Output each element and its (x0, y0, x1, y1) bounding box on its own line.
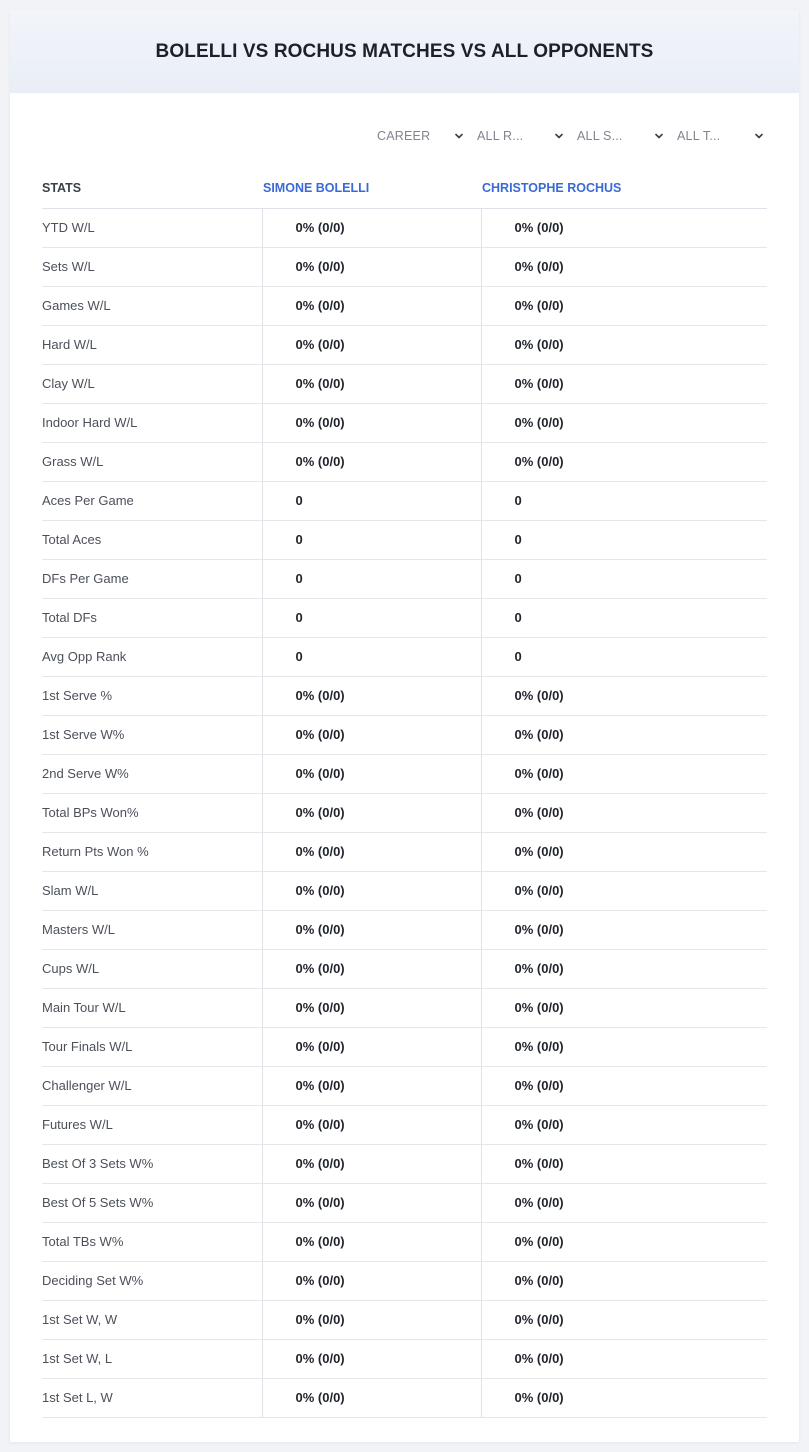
table-row (42, 1339, 767, 1378)
player1-stat-value: 0% (0/0) (262, 871, 481, 910)
table-row (42, 442, 767, 481)
table-row (42, 871, 767, 910)
column-header-stats: STATS (42, 168, 262, 208)
stat-name: Aces Per Game (42, 481, 262, 520)
stat-name: Clay W/L (42, 364, 262, 403)
table-row (42, 715, 767, 754)
table-row (42, 754, 767, 793)
stat-name: 1st Serve W% (42, 715, 262, 754)
table-row (42, 481, 767, 520)
table-row (42, 286, 767, 325)
player2-stat-value: 0 (481, 520, 767, 559)
table-row (42, 1066, 767, 1105)
stat-name: 1st Set W, W (42, 1300, 262, 1339)
filter-surface-select[interactable] (567, 125, 667, 147)
stat-name: Total BPs Won% (42, 793, 262, 832)
stat-name: Challenger W/L (42, 1066, 262, 1105)
player2-stat-value: 0% (0/0) (481, 1378, 767, 1417)
player1-stat-value: 0% (0/0) (262, 988, 481, 1027)
player1-stat-value: 0% (0/0) (262, 1027, 481, 1066)
player2-stat-value: 0% (0/0) (481, 442, 767, 481)
player2-stat-value: 0% (0/0) (481, 910, 767, 949)
stat-name: Total DFs (42, 598, 262, 637)
player2-stat-value: 0% (0/0) (481, 1105, 767, 1144)
stat-name: Masters W/L (42, 910, 262, 949)
player1-stat-value: 0% (0/0) (262, 754, 481, 793)
player2-stat-value: 0% (0/0) (481, 676, 767, 715)
table-row (42, 403, 767, 442)
column-header-player1[interactable]: SIMONE BOLELLI (262, 168, 481, 208)
stats-card (10, 10, 799, 1442)
player1-stat-value: 0% (0/0) (262, 1339, 481, 1378)
page-title: BOLELLI VS ROCHUS MATCHES VS ALL OPPONENTS (155, 40, 654, 62)
player2-stat-value: 0% (0/0) (481, 988, 767, 1027)
table-row (42, 1378, 767, 1417)
player2-stat-value: 0% (0/0) (481, 1027, 767, 1066)
filter-tournament-select[interactable] (667, 125, 767, 147)
player2-stat-value: 0% (0/0) (481, 325, 767, 364)
table-row (42, 910, 767, 949)
table-row (42, 1261, 767, 1300)
player2-stat-value: 0% (0/0) (481, 1300, 767, 1339)
table-row (42, 325, 767, 364)
stats-table-body (42, 208, 767, 1417)
stat-name: Cups W/L (42, 949, 262, 988)
stat-name: 1st Set L, W (42, 1378, 262, 1417)
filter-bar (367, 125, 767, 147)
player1-stat-value: 0% (0/0) (262, 364, 481, 403)
filter-round-label: ALL R... (477, 129, 524, 143)
player2-stat-value: 0% (0/0) (481, 1144, 767, 1183)
player2-stat-value: 0% (0/0) (481, 286, 767, 325)
player1-stat-value: 0% (0/0) (262, 403, 481, 442)
table-row (42, 1300, 767, 1339)
stat-name: Total TBs W% (42, 1222, 262, 1261)
stat-name: Deciding Set W% (42, 1261, 262, 1300)
stat-name: Grass W/L (42, 442, 262, 481)
stat-name: Tour Finals W/L (42, 1027, 262, 1066)
player2-stat-value: 0% (0/0) (481, 832, 767, 871)
player1-stat-value: 0% (0/0) (262, 949, 481, 988)
player2-stat-value: 0% (0/0) (481, 715, 767, 754)
table-row (42, 1222, 767, 1261)
player1-stat-value: 0% (0/0) (262, 1300, 481, 1339)
player1-stat-value: 0% (0/0) (262, 1378, 481, 1417)
player2-stat-value: 0% (0/0) (481, 208, 767, 247)
table-row (42, 1027, 767, 1066)
stat-name: Games W/L (42, 286, 262, 325)
table-row (42, 988, 767, 1027)
stat-name: Return Pts Won % (42, 832, 262, 871)
stat-name: Slam W/L (42, 871, 262, 910)
player1-stat-value: 0% (0/0) (262, 676, 481, 715)
stat-name: Avg Opp Rank (42, 637, 262, 676)
player1-stat-value: 0% (0/0) (262, 208, 481, 247)
stat-name: DFs Per Game (42, 559, 262, 598)
table-row (42, 637, 767, 676)
player2-stat-value: 0% (0/0) (481, 1261, 767, 1300)
table-row (42, 949, 767, 988)
player2-stat-value: 0% (0/0) (481, 364, 767, 403)
player2-stat-value: 0% (0/0) (481, 754, 767, 793)
chevron-down-icon (455, 132, 463, 140)
filter-period-select[interactable] (367, 125, 467, 147)
player1-stat-value: 0 (262, 520, 481, 559)
table-row (42, 247, 767, 286)
stat-name: YTD W/L (42, 208, 262, 247)
table-row (42, 208, 767, 247)
chevron-down-icon (555, 132, 563, 140)
table-row (42, 559, 767, 598)
player1-stat-value: 0 (262, 559, 481, 598)
player1-stat-value: 0% (0/0) (262, 1183, 481, 1222)
player2-stat-value: 0 (481, 559, 767, 598)
player2-stat-value: 0% (0/0) (481, 1222, 767, 1261)
player1-stat-value: 0 (262, 481, 481, 520)
player1-stat-value: 0% (0/0) (262, 1066, 481, 1105)
table-row (42, 676, 767, 715)
player2-stat-value: 0% (0/0) (481, 1183, 767, 1222)
stat-name: Best Of 5 Sets W% (42, 1183, 262, 1222)
table-row (42, 793, 767, 832)
player1-stat-value: 0 (262, 637, 481, 676)
chevron-down-icon (655, 132, 663, 140)
stat-name: Hard W/L (42, 325, 262, 364)
player1-stat-value: 0% (0/0) (262, 1144, 481, 1183)
card-header (10, 10, 799, 93)
player2-stat-value: 0% (0/0) (481, 403, 767, 442)
player1-stat-value: 0 (262, 598, 481, 637)
stat-name: Main Tour W/L (42, 988, 262, 1027)
player1-stat-value: 0% (0/0) (262, 286, 481, 325)
player1-stat-value: 0% (0/0) (262, 442, 481, 481)
player2-stat-value: 0% (0/0) (481, 793, 767, 832)
table-row (42, 364, 767, 403)
player2-stat-value: 0% (0/0) (481, 1066, 767, 1105)
player2-stat-value: 0 (481, 637, 767, 676)
stat-name: 1st Serve % (42, 676, 262, 715)
filter-tournament-label: ALL T... (677, 129, 721, 143)
player1-stat-value: 0% (0/0) (262, 715, 481, 754)
stat-name: Indoor Hard W/L (42, 403, 262, 442)
stat-name: Futures W/L (42, 1105, 262, 1144)
table-header-row (42, 168, 767, 208)
table-row (42, 598, 767, 637)
player1-stat-value: 0% (0/0) (262, 832, 481, 871)
player2-stat-value: 0% (0/0) (481, 247, 767, 286)
player1-stat-value: 0% (0/0) (262, 793, 481, 832)
player1-stat-value: 0% (0/0) (262, 325, 481, 364)
column-header-player2[interactable]: CHRISTOPHE ROCHUS (481, 168, 767, 208)
filter-period-label: CAREER (377, 129, 431, 143)
table-row (42, 1105, 767, 1144)
table-row (42, 520, 767, 559)
stats-table (42, 168, 767, 1418)
stat-name: 1st Set W, L (42, 1339, 262, 1378)
player2-stat-value: 0 (481, 481, 767, 520)
filter-round-select[interactable] (467, 125, 567, 147)
player1-stat-value: 0% (0/0) (262, 1105, 481, 1144)
player2-stat-value: 0% (0/0) (481, 871, 767, 910)
player1-stat-value: 0% (0/0) (262, 910, 481, 949)
stat-name: 2nd Serve W% (42, 754, 262, 793)
table-row (42, 1183, 767, 1222)
player2-stat-value: 0 (481, 598, 767, 637)
table-row (42, 832, 767, 871)
stat-name: Sets W/L (42, 247, 262, 286)
filter-surface-label: ALL S... (577, 129, 623, 143)
player2-stat-value: 0% (0/0) (481, 949, 767, 988)
table-row (42, 1144, 767, 1183)
player1-stat-value: 0% (0/0) (262, 1222, 481, 1261)
player1-stat-value: 0% (0/0) (262, 1261, 481, 1300)
chevron-down-icon (755, 132, 763, 140)
stat-name: Total Aces (42, 520, 262, 559)
player2-stat-value: 0% (0/0) (481, 1339, 767, 1378)
stat-name: Best Of 3 Sets W% (42, 1144, 262, 1183)
player1-stat-value: 0% (0/0) (262, 247, 481, 286)
